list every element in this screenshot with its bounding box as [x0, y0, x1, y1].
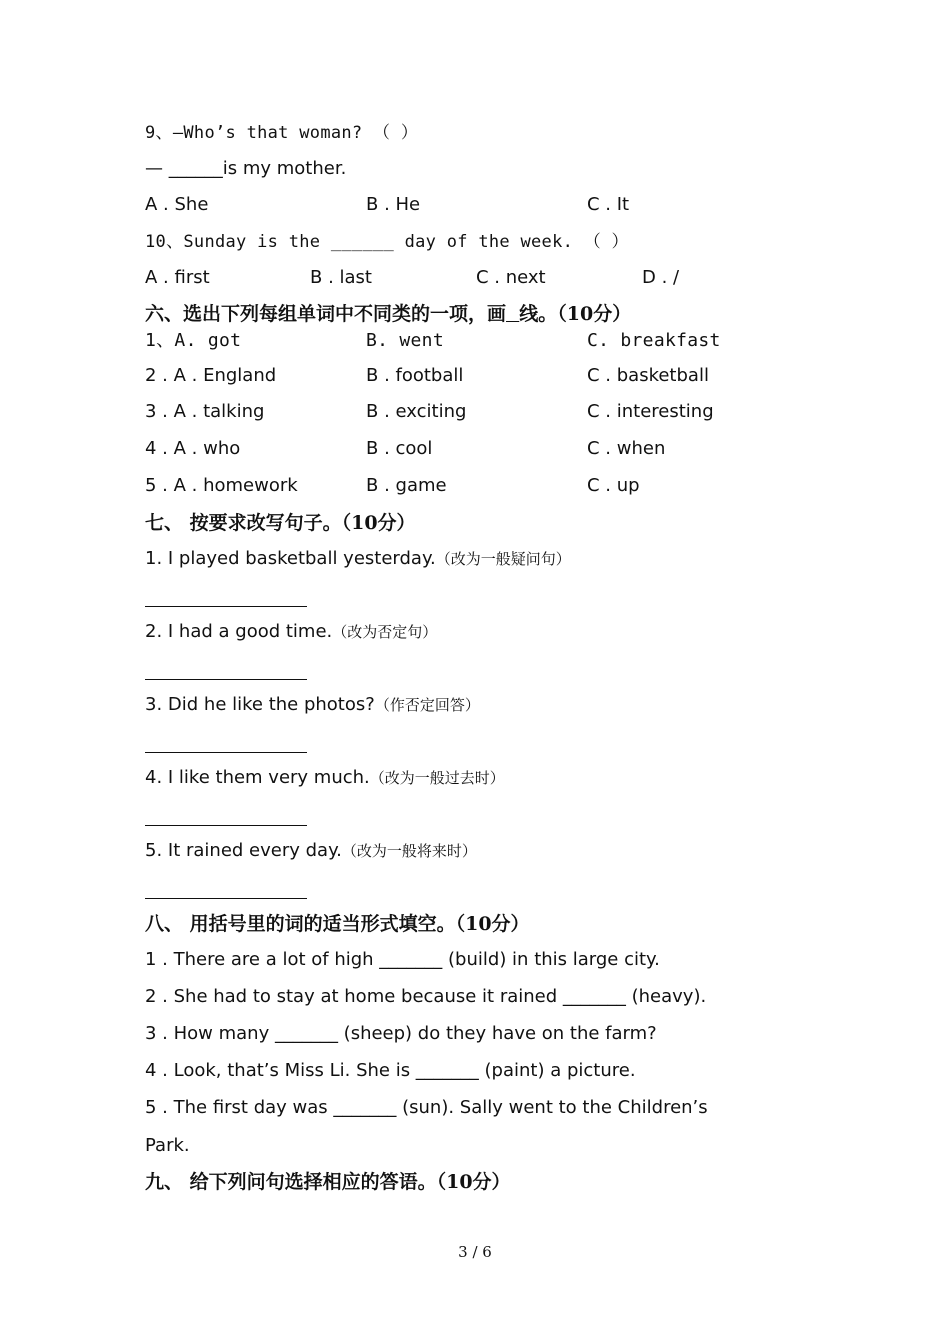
section-6-heading — [145, 302, 631, 326]
answer-line-2 — [145, 679, 307, 680]
section-7-item-2-text: 2. I had a good time. — [145, 621, 333, 642]
section-7-item-5-note: （改为一般将来时） — [341, 842, 477, 860]
question-9-option-b: B . He — [366, 194, 421, 215]
question-9-option-a: A . She — [145, 194, 209, 215]
answer-line-5 — [145, 898, 307, 899]
section-8-item-5-continued: Park. — [145, 1135, 190, 1156]
section-6-row-1-a: 1、A. got — [145, 330, 242, 351]
question-9-prompt: 9、—Who’s that woman? （ ） — [145, 123, 419, 143]
section-7-item-3 — [145, 693, 480, 717]
section-6-heading-post: 线。（10分） — [519, 303, 632, 325]
question-10-prompt: 10、Sunday is the ______ day of the week. （ ） — [145, 232, 629, 252]
section-8-item-5: 5 . The first day was _______ (sun). Sally went to the Children’s — [145, 1097, 708, 1118]
question-10-option-d: D . / — [642, 267, 680, 288]
section-7-item-3-note: （作否定回答） — [374, 696, 480, 714]
question-10-option-b: B . last — [310, 267, 372, 288]
section-7-item-4-text: 4. I like them very much. — [145, 767, 370, 788]
section-6-row-5-b: B . game — [366, 475, 447, 496]
section-6-row-3-b: B . exciting — [366, 401, 467, 422]
section-8-heading: 八、 用括号里的词的适当形式填空。（10分） — [145, 913, 530, 935]
section-6-row-4-b: B . cool — [366, 438, 433, 459]
section-6-row-1-b: B. went — [366, 330, 444, 351]
question-10-option-a: A . first — [145, 267, 210, 288]
question-10-option-c: C . next — [476, 267, 546, 288]
section-6-row-4-c: C . when — [587, 438, 666, 459]
section-6-heading-pre: 六、选出下列每组单词中不同类的一项，画 — [145, 303, 507, 325]
section-6-row-2-a: 2 . A . England — [145, 365, 277, 386]
section-7-heading: 七、 按要求改写句子。（10分） — [145, 512, 416, 534]
section-6-row-1-c: C. breakfast — [587, 330, 721, 351]
section-8-item-3: 3 . How many _______ (sheep) do they have on the farm? — [145, 1023, 657, 1044]
section-7-item-4 — [145, 766, 505, 790]
section-6-heading-blank — [506, 303, 519, 325]
section-6-row-4-a: 4 . A . who — [145, 438, 241, 459]
answer-line-3 — [145, 752, 307, 753]
answer-line-1 — [145, 606, 307, 607]
section-6-row-5-a: 5 . A . homework — [145, 475, 298, 496]
section-6-row-2-c: C . basketball — [587, 365, 709, 386]
section-6-row-3-a: 3 . A . talking — [145, 401, 265, 422]
section-7-item-1-note: （改为一般疑问句） — [435, 550, 571, 568]
page-number: 3 / 6 — [458, 1243, 492, 1261]
question-9-option-c: C . It — [587, 194, 630, 215]
section-6-row-5-c: C . up — [587, 475, 640, 496]
section-7-item-5 — [145, 839, 477, 863]
section-6-row-2-b: B . football — [366, 365, 464, 386]
section-7-item-2-note: （改为否定句） — [332, 623, 438, 641]
section-9-heading: 九、 给下列问句选择相应的答语。（10分） — [145, 1171, 511, 1193]
section-7-item-5-text: 5. It rained every day. — [145, 840, 342, 861]
section-7-item-1-text: 1. I played basketball yesterday. — [145, 548, 436, 569]
section-8-item-4: 4 . Look, that’s Miss Li. She is _______ (paint) a picture. — [145, 1060, 636, 1081]
section-7-item-3-text: 3. Did he like the photos? — [145, 694, 375, 715]
section-8-item-1: 1 . There are a lot of high _______ (build) in this large city. — [145, 949, 660, 970]
question-9-answer-line: — ______is my mother. — [145, 158, 347, 179]
answer-line-4 — [145, 825, 307, 826]
section-7-item-1 — [145, 547, 571, 571]
section-7-item-2 — [145, 620, 437, 644]
section-8-item-2: 2 . She had to stay at home because it rained _______ (heavy). — [145, 986, 707, 1007]
section-6-row-3-c: C . interesting — [587, 401, 714, 422]
section-7-item-4-note: （改为一般过去时） — [369, 769, 505, 787]
